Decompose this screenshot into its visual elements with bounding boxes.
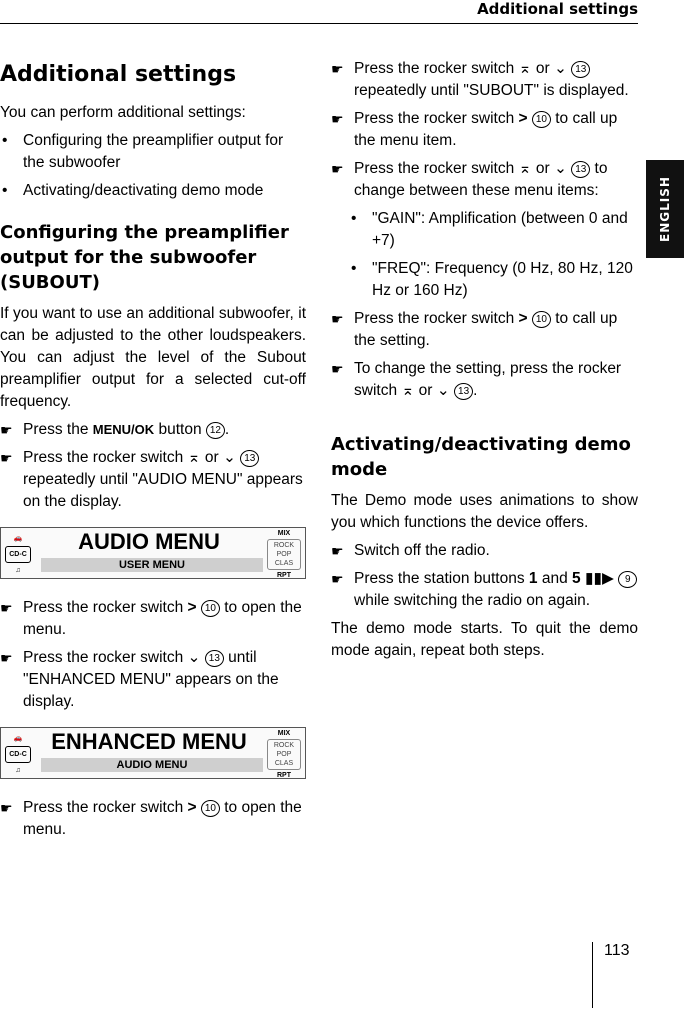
running-header: Additional settings: [477, 0, 638, 18]
cd-changer-icon: CD-C: [5, 746, 31, 763]
rocker-up-icon: ⌅: [518, 160, 532, 177]
cd-changer-icon: CD-C: [5, 546, 31, 563]
display-sub-text: AUDIO MENU: [41, 758, 263, 772]
step-open-menu-2: ☛ Press the rocker switch > 10 to open the menu.: [0, 797, 306, 841]
list-item: • "FREQ": Frequency (0 Hz, 80 Hz, 120 Hz or 160 Hz): [349, 258, 638, 302]
ref-number: 13: [454, 383, 473, 400]
rocker-right-icon: >: [187, 799, 197, 816]
rocker-up-icon: ⌅: [187, 449, 201, 466]
ref-number: 10: [532, 111, 551, 128]
display-eq-panel: MIX ROCK POP CLAS RPT: [267, 729, 301, 780]
key-1: 1: [528, 570, 538, 587]
rocker-down-icon: ⌄: [553, 60, 567, 77]
language-tab: [646, 160, 684, 258]
footer-rule: [592, 942, 593, 1008]
note-icon: ♫: [15, 567, 21, 574]
key-5: 5: [572, 570, 581, 587]
left-column: [0, 58, 306, 847]
display-eq-panel: MIX ROCK POP CLAS RPT: [267, 529, 301, 580]
list-item: • Activating/deactivating demo mode: [0, 180, 306, 202]
rocker-up-icon: ⌅: [518, 60, 532, 77]
right-column: [331, 58, 638, 668]
menu-ok-key: MENU/OK: [92, 422, 155, 437]
page-number: 113: [604, 942, 630, 959]
ref-number: 10: [201, 600, 220, 617]
step-call-setting: ☛ Press the rocker switch > 10 to call up the setting.: [331, 308, 638, 352]
rocker-up-icon: ⌅: [401, 382, 415, 399]
demo-outro: The demo mode starts. To quit the demo mode again, repeat both steps.: [331, 620, 638, 659]
step-open-menu: ☛ Press the rocker switch > 10 to open the menu.: [0, 597, 306, 641]
step-rocker-down: ☛ Press the rocker switch ⌄ 13 until "ENHANCED MENU" appears on the display.: [0, 647, 306, 713]
ref-number: 12: [206, 422, 225, 439]
ref-number: 13: [240, 450, 259, 467]
step-change-items: ☛ Press the rocker switch ⌅ or ⌄ 13 to change between these menu items:: [331, 158, 638, 202]
note-icon: ♫: [15, 767, 21, 774]
header-rule: [0, 23, 638, 24]
section-title-demo: Activating/deactivating demo mode: [331, 434, 631, 480]
display-left-icons: [5, 731, 31, 778]
step-press-menu-ok: ☛ Press the MENU/OK button 12 .: [0, 419, 306, 441]
display-audio-menu: [0, 527, 306, 579]
language-tab-label: ENGLISH: [658, 176, 672, 242]
rocker-down-icon: ⌄: [222, 449, 236, 466]
display-main-text: AUDIO MENU: [78, 529, 220, 554]
rocker-down-icon: ⌄: [553, 160, 567, 177]
step-call-menu-item: ☛ Press the rocker switch > 10 to call up the menu item.: [331, 108, 638, 152]
rocker-down-icon: ⌄: [187, 649, 201, 666]
step-switch-off: ☛ Switch off the radio.: [331, 540, 638, 562]
step-rocker-up-down: ☛ Press the rocker switch ⌅ or ⌄ 13 repeatedly until "AUDIO MENU" appears on the display.: [0, 447, 306, 513]
rocker-right-icon: >: [518, 110, 528, 127]
page-title: Additional settings: [0, 62, 237, 87]
display-sub-text: USER MENU: [41, 558, 263, 572]
display-enhanced-menu: [0, 727, 306, 779]
list-item: • "GAIN": Amplification (between 0 and +7): [349, 208, 638, 252]
rocker-down-icon: ⌄: [436, 382, 450, 399]
display-main-text: ENHANCED MENU: [51, 729, 247, 754]
settings-list: [0, 130, 306, 202]
display-left-icons: [5, 531, 31, 578]
ref-number: 10: [201, 800, 220, 817]
step-change-setting: ☛ To change the setting, press the rocker switch ⌅ or ⌄ 13 .: [331, 358, 638, 402]
ref-number: 13: [205, 650, 224, 667]
rocker-right-icon: >: [187, 599, 197, 616]
intro-text: You can perform additional settings:: [0, 104, 246, 121]
car-icon: 🚗: [13, 535, 23, 542]
rocker-right-icon: >: [518, 310, 528, 327]
car-icon: 🚗: [13, 735, 23, 742]
play-pause-icon: ▮▮▶: [584, 570, 614, 587]
list-item: • Configuring the preamplifier output for the subwoofer: [0, 130, 306, 174]
step-station-buttons: ☛ Press the station buttons 1 and 5 ▮▮▶ 9 while switching the radio on again.: [331, 568, 638, 612]
section-intro: If you want to use an additional subwoofer, it can be adjusted to the other loudspeakers. You can adjust the level of the Subout preamplifier output for a selected cut-off frequency.: [0, 305, 306, 410]
menu-items-list: [349, 208, 638, 302]
ref-number: 13: [571, 161, 590, 178]
section-title-subout: Configuring the preamplifier output for the subwoofer (SUBOUT): [0, 222, 289, 293]
step-select-subout: ☛ Press the rocker switch ⌅ or ⌄ 13 repeatedly until "SUBOUT" is displayed.: [331, 58, 638, 102]
demo-intro: The Demo mode uses animations to show you which functions the device offers.: [331, 492, 638, 531]
ref-number: 9: [618, 571, 637, 588]
ref-number: 13: [571, 61, 590, 78]
ref-number: 10: [532, 311, 551, 328]
